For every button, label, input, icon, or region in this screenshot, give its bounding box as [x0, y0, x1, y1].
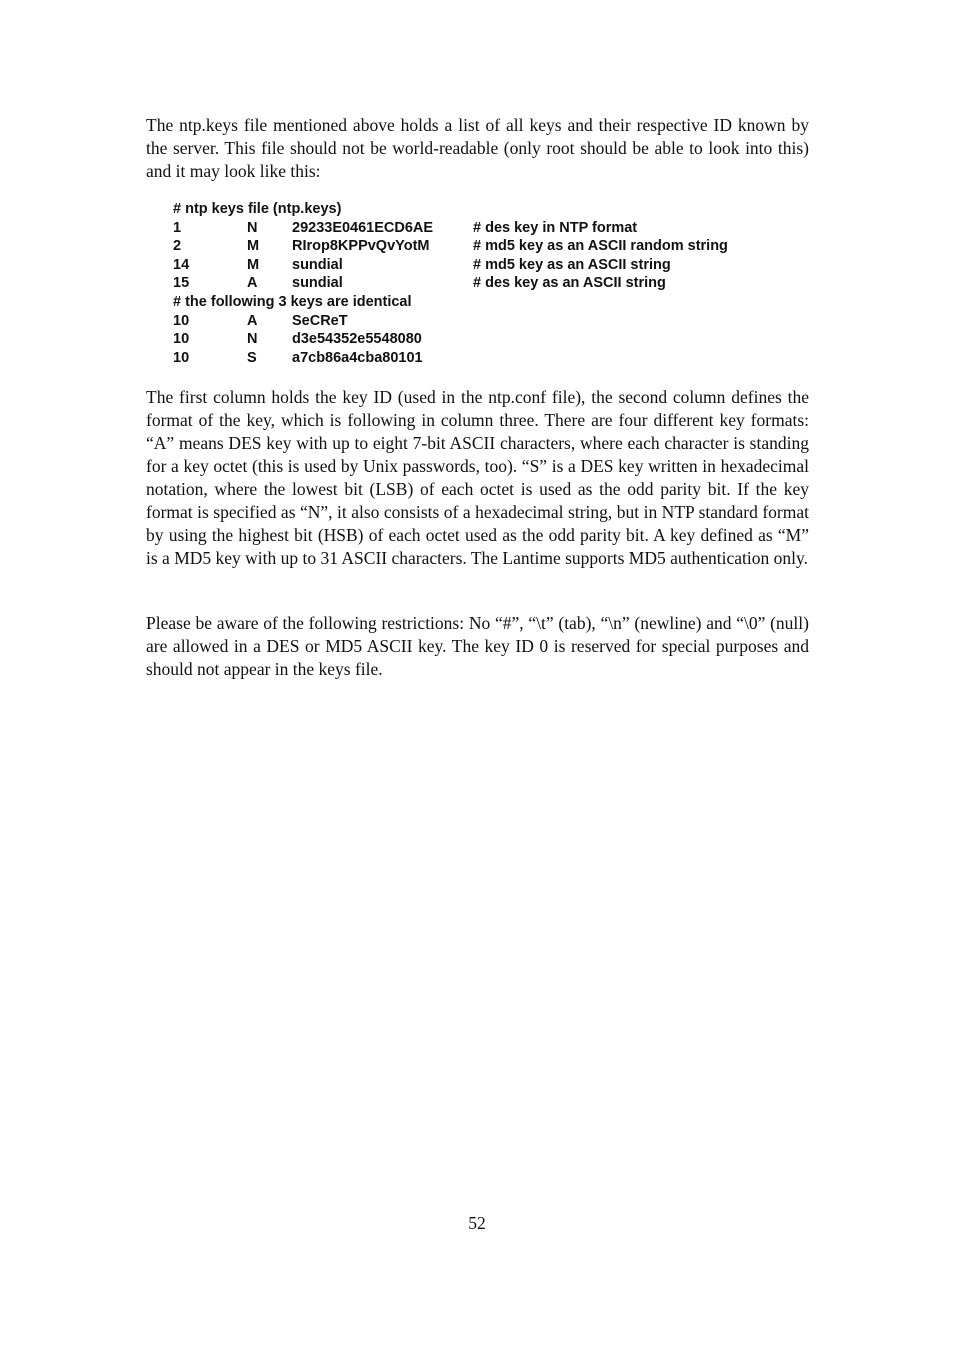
- key-id: 10: [173, 349, 190, 366]
- key-id: 14: [173, 256, 190, 273]
- key-id: 1: [173, 219, 182, 236]
- key-id: 2: [173, 238, 182, 255]
- key-format: N: [247, 331, 258, 348]
- key-formats-paragraph: The first column holds the key ID (used in the ntp.conf file), the second column defines the format of the key, which is following in column three. There are four different key formats: “A” means DES key with up to eight 7-bit ASCII characters, where each character is standing for a key octet (this is used by Unix passwords, too). “S” is a DES key written in hexadecimal notation, where the lowest bit (LSB) of each octet is used as the odd parity bit. If the key format is specified as “N”, it also consists of a hexadecimal string, but in NTP standard format by using the highest bit (HSB) of each octet used as the odd parity bit. A key defined as “M” is a MD5 key with up to 31 ASCII characters. The Lantime supports MD5 authentication only.: [146, 387, 809, 568]
- keys-header-comment: # ntp keys file (ntp.keys): [173, 201, 342, 217]
- key-format: A: [247, 275, 258, 292]
- key-format: M: [247, 256, 260, 273]
- key-id: 10: [173, 331, 190, 348]
- key-value: sundial: [292, 256, 343, 273]
- key-comment: # md5 key as an ASCII random string: [473, 238, 728, 255]
- key-value: a7cb86a4cba80101: [292, 349, 423, 366]
- key-format: S: [247, 349, 257, 366]
- key-format: N: [247, 219, 258, 236]
- key-id: 10: [173, 312, 190, 329]
- key-comment: # des key as an ASCII string: [473, 275, 666, 292]
- key-value: 29233E0461ECD6AE: [292, 219, 434, 236]
- key-comment: # des key in NTP format: [473, 219, 638, 236]
- key-id: 15: [173, 275, 190, 292]
- key-value: RIrop8KPPvQvYotM: [292, 238, 430, 255]
- key-value: d3e54352e5548080: [292, 331, 422, 348]
- restrictions-paragraph: Please be aware of the following restrictions: No “#”, “\t” (tab), “\n” (newline) and “\0” (null) are allowed in a DES or MD5 ASCII key. The key ID 0 is reserved for special purposes and should not appear in the keys file.: [146, 613, 809, 679]
- key-format: M: [247, 238, 260, 255]
- key-value: SeCReT: [292, 312, 348, 329]
- key-format: A: [247, 312, 258, 329]
- key-value: sundial: [292, 275, 343, 292]
- intro-paragraph: The ntp.keys file mentioned above holds a list of all keys and their respective ID known by the server. This file should not be world-readable (only root should be able to look into this) and it may look like this:: [146, 115, 809, 181]
- keys-middle-comment: # the following 3 keys are identical: [173, 293, 412, 310]
- page-number: 52: [468, 1213, 486, 1233]
- key-comment: # md5 key as an ASCII string: [473, 256, 671, 273]
